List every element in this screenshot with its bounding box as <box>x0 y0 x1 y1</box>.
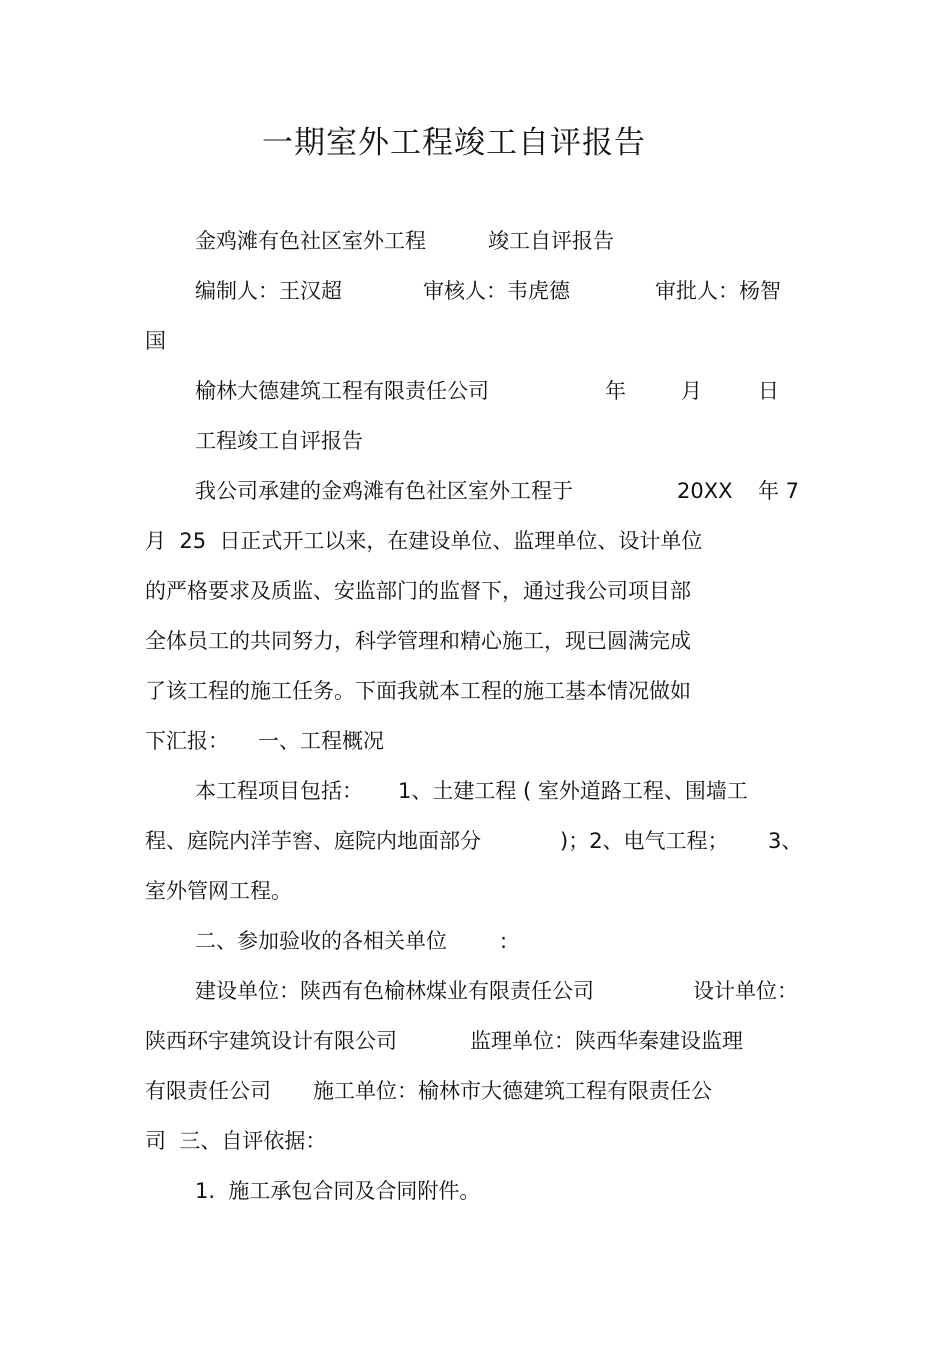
owner-unit: 建设单位：陕西有色榆林煤业有限责任公司 <box>195 979 594 1003</box>
project-name: 金鸡滩有色社区室外工程 <box>195 229 426 253</box>
scope-civil-detail: 程、庭院内洋芋窖、庭院内地面部分 <box>145 829 481 853</box>
approver-label: 审批人：杨智 <box>655 279 781 303</box>
intro-line-3: 的严格要求及质监、安监部门的监督下，通过我公司项目部 <box>145 579 691 603</box>
date-day: 日 <box>758 379 779 403</box>
scope-line-3: 室外管网工程。 <box>145 879 292 903</box>
report-label: 竣工自评报告 <box>488 229 614 253</box>
intro-line-4: 全体员工的共同努力，科学管理和精心施工，现已圆满完成 <box>145 629 691 653</box>
basis-item-1: 1. 施工承包合同及合同附件。 <box>195 1179 481 1203</box>
company-name: 榆林大德建筑工程有限责任公司 <box>195 379 489 403</box>
intro-line-5: 了该工程的施工任务。下面我就本工程的施工基本情况做如 <box>145 679 691 703</box>
subtitle: 工程竣工自评报告 <box>195 429 363 453</box>
compiler-label: 编制人：王汉超 <box>195 279 342 303</box>
design-unit-label: 设计单位： <box>693 979 798 1003</box>
units-line-4: 司 三、自评依据： <box>145 1129 327 1153</box>
scope-item-electrical: )；2、电气工程； <box>560 829 729 853</box>
intro-month: 年 7 <box>758 479 800 503</box>
scope-item-3-number: 3、 <box>768 829 803 853</box>
section-2-heading: 二、参加验收的各相关单位 <box>195 929 447 953</box>
intro-text: 我公司承建的金鸡滩有色社区室外工程于 <box>195 479 573 503</box>
section-1-heading: 一、工程概况 <box>258 729 384 753</box>
supervision-unit: 监理单位：陕西华秦建设监理 <box>470 1029 743 1053</box>
construction-unit: 施工单位：榆林市大德建筑工程有限责任公 <box>313 1079 712 1103</box>
date-year: 年 <box>605 379 626 403</box>
intro-line-2: 月 25 日正式开工以来，在建设单位、监理单位、设计单位 <box>145 529 703 553</box>
intro-year: 20XX <box>677 479 733 503</box>
reviewer-label: 审核人：韦虎德 <box>423 279 570 303</box>
scope-item-civil: 1、土建工程 ( 室外道路工程、围墙工 <box>398 779 748 803</box>
date-month: 月 <box>681 379 702 403</box>
section-2-colon: : <box>500 929 508 953</box>
document-title: 一期室外工程竣工自评报告 <box>262 125 646 161</box>
scope-lead: 本工程项目包括： <box>195 779 363 803</box>
report-lead: 下汇报： <box>145 729 229 753</box>
approver-wrap: 国 <box>145 329 166 353</box>
supervision-unit-cont: 有限责任公司 <box>145 1079 271 1103</box>
design-unit-name: 陕西环宇建筑设计有限公司 <box>145 1029 397 1053</box>
